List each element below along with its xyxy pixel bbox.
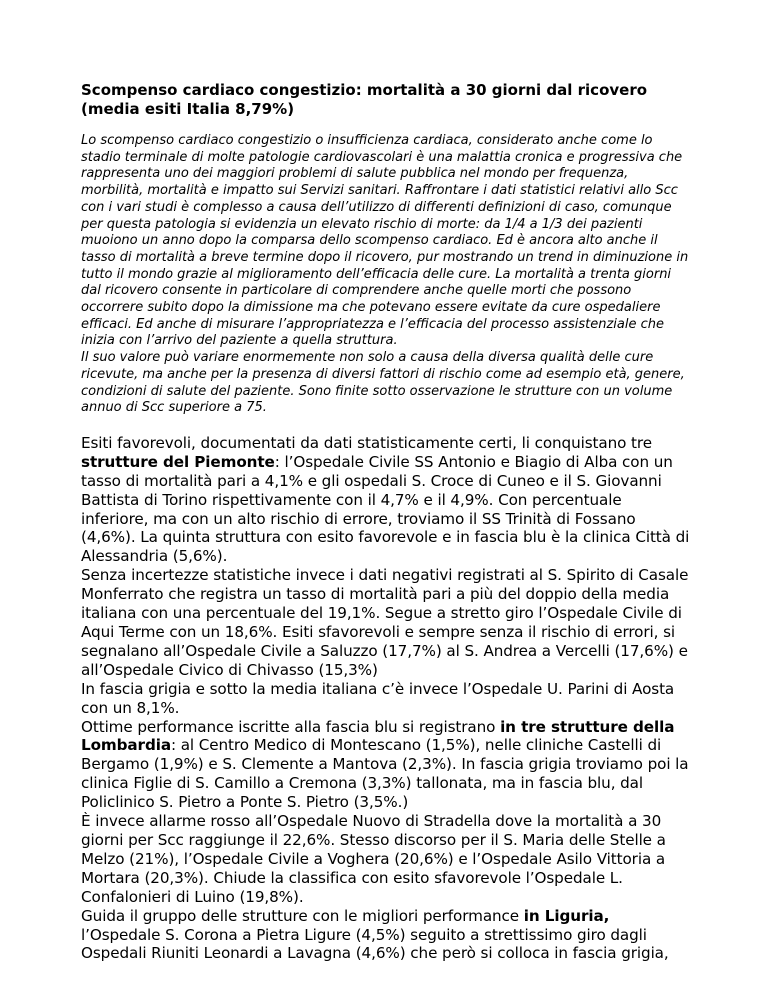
highlight-liguria: in Liguria, xyxy=(523,906,610,925)
body-paragraph-liguria xyxy=(81,907,691,964)
body-text-run: Guida il gruppo delle strutture con le migliori performance xyxy=(81,906,524,925)
highlight-piemonte: strutture del Piemonte xyxy=(81,452,275,471)
body-paragraph-alarm: È invece allarme rosso all’Ospedale Nuovo di Stradella dove la mortalità a 30 giorni per Scc raggiunge il 22,6%. Stesso discorso per il S. Maria delle Stelle a Melzo (21%), l’Ospedale Civile a Voghera (20,6%) e l’Ospedale Asilo Vittoria a Mortara (20,3%). Chiude la classifica con esito sfavorevole l’Ospedale L. Confalonieri di Luino (19,8%). xyxy=(81,812,666,906)
highlight-lombardia: in tre strutture della Lombardia xyxy=(81,717,675,755)
document-title xyxy=(81,81,691,119)
document-page xyxy=(81,81,691,963)
title-line-2: (media esiti Italia 8,79%) xyxy=(81,100,295,118)
body-paragraph-lombardia xyxy=(81,718,691,813)
body-text-run: : l’Ospedale Civile SS Antonio e Biagio di Alba con un tasso di mortalità pari a 4,1% e gli ospedali S. Croce di Cuneo e il S. Giovanni Battista di Torino rispettivamente con il 4,7% e il 4,9%. Con percentuale inferiore, ma con un alto rischio di errore, troviamo il SS Trinità di Fossano (4,6%). La quinta struttura con esito favorevole e in fascia blu è la clinica Città di Alessandria (5,6%). xyxy=(81,452,690,566)
body-paragraph-aosta: In fascia grigia e sotto la media italiana c’è invece l’Ospedale U. Parini di Aosta con un 8,1%. xyxy=(81,679,675,717)
body-text-run: Ottime performance iscritte alla fascia blu si registrano xyxy=(81,717,501,736)
body-text-run: l’Ospedale S. Corona a Pietra Ligure (4,5%) seguito a strettissimo giro dagli Ospedali Riuniti Leonardi a Lavagna (4,6%) che però si colloca in fascia grigia, xyxy=(81,925,669,963)
body-text-run: Esiti favorevoli, documentati da dati statisticamente certi, li conquistano tre xyxy=(81,433,652,452)
intro-paragraph-2: Il suo valore può variare enormemente non solo a causa della diversa qualità delle cure ricevute, ma anche per la presenza di diversi fattori di rischio come ad esempio età, genere, condizioni di salute del paziente. Sono finite sotto osservazione le strutture con un volume annuo di Scc superiore a 75. xyxy=(81,350,685,416)
intro-paragraph-1: Lo scompenso cardiaco congestizio o insufficienza cardiaca, considerato anche come lo stadio terminale di molte patologie cardiovascolari è una malattia cronica e progressiva che rappresenta uno dei maggiori problemi di salute pubblica nel mondo per frequenza, morbilità, mortalità e impatto sui Servizi sanitari. Raffrontare i dati statistici relativi allo Scc con i vari studi è complesso a causa dell’utilizzo di differenti definizioni di caso, comunque per questa patologia si evidenzia un elevato rischio di morte: da 1/4 a 1/3 dei pazienti muoiono un anno dopo la comparsa dello scompenso cardiaco. Ed è ancora alto anche il tasso di mortalità a breve termine dopo il ricovero, pur mostrando un trend in diminuzione in tutto il mondo grazie al miglioramento dell’efficacia delle cure. La mortalità a trenta giorni dal ricovero consente in particolare di comprendere anche quelle morti che possono occorrere subito dopo la dimissione ma che potevano essere evitate da cure ospedaliere efficaci. Ed anche di misurare l’appropriatezza e l’efficacia del processo assistenziale che inizia con l’arrivo del paziente a quella struttura. xyxy=(81,133,689,349)
body-paragraph-negative: Senza incertezze statistiche invece i dati negativi registrati al S. Spirito di Casale Monferrato che registra un tasso di mortalità pari a più del doppio della media italiana con una percentuale del 19,1%. Segue a stretto giro l’Ospedale Civile di Aqui Terme con un 18,6%. Esiti sfavorevoli e sempre senza il rischio di errori, si segnalano all’Ospedale Civile a Saluzzo (17,7%) al S. Andrea a Vercelli (17,6%) e all’Ospedale Civico di Chivasso (15,3%) xyxy=(81,566,689,679)
title-line-1: Scompenso cardiaco congestizio: mortalità a 30 giorni dal ricovero xyxy=(81,81,648,99)
intro-section xyxy=(81,133,691,417)
body-paragraph-piemonte xyxy=(81,434,691,566)
body-section xyxy=(81,434,691,963)
body-text-run: : al Centro Medico di Montescano (1,5%), nelle cliniche Castelli di Bergamo (1,9%) e S. Clemente a Mantova (2,3%). In fascia grigia troviamo poi la clinica Figlie di S. Camillo a Cremona (3,3%) tallonata, ma in fascia blu, dal Policlinico S. Pietro a Ponte S. Pietro (3,5%.) xyxy=(81,736,689,812)
